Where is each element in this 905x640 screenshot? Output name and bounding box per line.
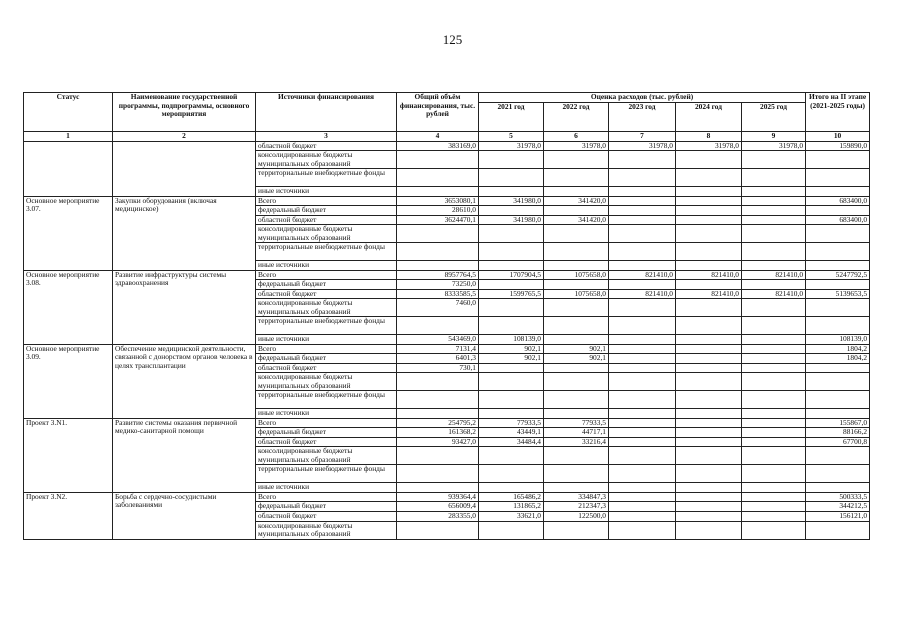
- value-cell-total: 383169,0: [397, 141, 479, 151]
- value-cell-y2024: 821410,0: [676, 270, 742, 280]
- value-cell-y2023: [609, 437, 676, 447]
- value-cell-total: 3624470,1: [397, 215, 479, 225]
- value-cell-y2023: [609, 299, 676, 317]
- value-cell-total: [397, 225, 479, 243]
- program-name-cell: Закупки оборудования (включая медицинское): [113, 196, 256, 270]
- value-cell-y2025: [742, 335, 806, 345]
- value-cell-y2024: [676, 196, 742, 206]
- value-cell-y2022: [544, 187, 609, 197]
- value-cell-itogo: [806, 261, 870, 271]
- value-cell-y2024: [676, 151, 742, 169]
- source-cell: консолидированные бюджеты муниципальных образований: [256, 151, 397, 169]
- header-year-2022: 2022 год: [544, 103, 609, 132]
- program-name-cell: Обеспечение медицинской деятельности, связанной с донорством органов человека в целях трансплантации: [113, 344, 256, 418]
- value-cell-y2024: [676, 169, 742, 187]
- value-cell-y2022: [544, 243, 609, 261]
- value-cell-total: [397, 261, 479, 271]
- column-number: 10: [806, 132, 870, 142]
- source-cell: территориальные внебюджетные фонды: [256, 317, 397, 335]
- value-cell-itogo: [806, 391, 870, 409]
- value-cell-y2025: [742, 428, 806, 438]
- table-row: [24, 492, 870, 502]
- value-cell-y2023: [609, 521, 676, 539]
- value-cell-y2021: 341980,0: [479, 215, 544, 225]
- value-cell-y2021: 33621,0: [479, 511, 544, 521]
- value-cell-y2024: [676, 215, 742, 225]
- value-cell-y2021: 902,1: [479, 344, 544, 354]
- value-cell-itogo: 155867,0: [806, 418, 870, 428]
- source-cell: областной бюджет: [256, 289, 397, 299]
- value-cell-y2021: [479, 243, 544, 261]
- value-cell-y2023: [609, 335, 676, 345]
- value-cell-y2024: [676, 502, 742, 512]
- program-name-cell: Развитие системы оказания первичной медико-санитарной помощи: [113, 418, 256, 492]
- value-cell-itogo: 344212,5: [806, 502, 870, 512]
- value-cell-y2024: [676, 465, 742, 483]
- value-cell-y2024: [676, 409, 742, 419]
- value-cell-itogo: [806, 483, 870, 493]
- value-cell-y2023: [609, 391, 676, 409]
- value-cell-total: 73250,0: [397, 280, 479, 290]
- value-cell-y2023: [609, 409, 676, 419]
- value-cell-y2023: 821410,0: [609, 289, 676, 299]
- value-cell-y2022: 44717,1: [544, 428, 609, 438]
- value-cell-itogo: [806, 409, 870, 419]
- value-cell-y2025: [742, 225, 806, 243]
- source-cell: консолидированные бюджеты муниципальных образований: [256, 373, 397, 391]
- value-cell-y2025: 821410,0: [742, 289, 806, 299]
- value-cell-y2021: [479, 465, 544, 483]
- value-cell-total: [397, 447, 479, 465]
- value-cell-y2023: [609, 373, 676, 391]
- status-cell: [24, 141, 113, 196]
- value-cell-total: [397, 317, 479, 335]
- value-cell-y2025: [742, 243, 806, 261]
- value-cell-y2021: [479, 483, 544, 493]
- value-cell-y2024: 31978,0: [676, 141, 742, 151]
- value-cell-y2025: [742, 299, 806, 317]
- value-cell-total: [397, 373, 479, 391]
- value-cell-total: [397, 483, 479, 493]
- source-cell: иные источники: [256, 409, 397, 419]
- value-cell-y2021: 77933,5: [479, 418, 544, 428]
- value-cell-y2023: [609, 187, 676, 197]
- value-cell-y2025: [742, 196, 806, 206]
- value-cell-total: [397, 187, 479, 197]
- value-cell-y2022: [544, 483, 609, 493]
- value-cell-y2024: [676, 317, 742, 335]
- source-cell: областной бюджет: [256, 215, 397, 225]
- value-cell-y2024: [676, 373, 742, 391]
- value-cell-y2023: [609, 261, 676, 271]
- table-row: [24, 270, 870, 280]
- value-cell-y2024: [676, 447, 742, 465]
- source-cell: федеральный бюджет: [256, 502, 397, 512]
- source-cell: федеральный бюджет: [256, 428, 397, 438]
- header-total-stage: Итого на II этапе (2021-2025 годы): [806, 93, 870, 132]
- value-cell-total: 656009,4: [397, 502, 479, 512]
- source-cell: территориальные внебюджетные фонды: [256, 391, 397, 409]
- source-cell: иные источники: [256, 335, 397, 345]
- value-cell-y2022: [544, 465, 609, 483]
- value-cell-y2022: [544, 409, 609, 419]
- value-cell-total: 28610,0: [397, 206, 479, 216]
- value-cell-y2022: [544, 373, 609, 391]
- value-cell-y2023: [609, 317, 676, 335]
- column-number: 2: [113, 132, 256, 142]
- value-cell-y2022: [544, 299, 609, 317]
- value-cell-y2022: [544, 447, 609, 465]
- column-number-row: [24, 132, 870, 142]
- source-cell: иные источники: [256, 261, 397, 271]
- value-cell-total: 3653080,1: [397, 196, 479, 206]
- value-cell-y2025: [742, 169, 806, 187]
- value-cell-itogo: [806, 363, 870, 373]
- value-cell-y2025: [742, 437, 806, 447]
- value-cell-y2023: [609, 243, 676, 261]
- value-cell-itogo: [806, 206, 870, 216]
- value-cell-total: 543469,0: [397, 335, 479, 345]
- header-year-2021: 2021 год: [479, 103, 544, 132]
- source-cell: территориальные внебюджетные фонды: [256, 243, 397, 261]
- value-cell-total: 161368,2: [397, 428, 479, 438]
- value-cell-y2025: [742, 492, 806, 502]
- column-number: 1: [24, 132, 113, 142]
- value-cell-y2024: [676, 344, 742, 354]
- value-cell-itogo: [806, 169, 870, 187]
- value-cell-itogo: [806, 187, 870, 197]
- value-cell-total: 7131,4: [397, 344, 479, 354]
- value-cell-y2025: [742, 151, 806, 169]
- value-cell-y2023: [609, 447, 676, 465]
- column-number: 5: [479, 132, 544, 142]
- value-cell-y2021: 1707904,5: [479, 270, 544, 280]
- value-cell-y2025: [742, 187, 806, 197]
- value-cell-itogo: 1804,2: [806, 354, 870, 364]
- program-name-cell: Развитие инфраструктуры системы здравоохранения: [113, 270, 256, 344]
- value-cell-y2021: 902,1: [479, 354, 544, 364]
- value-cell-y2023: [609, 492, 676, 502]
- value-cell-y2025: [742, 344, 806, 354]
- value-cell-y2022: [544, 391, 609, 409]
- value-cell-total: 7460,0: [397, 299, 479, 317]
- value-cell-y2021: 341980,0: [479, 196, 544, 206]
- value-cell-y2022: 77933,5: [544, 418, 609, 428]
- value-cell-y2022: [544, 206, 609, 216]
- header-estimate: Оценка расходов (тыс. рублей): [479, 93, 806, 103]
- header-program-name: Наименование государственной программы, подпрограммы, основного мероприятия: [113, 93, 256, 132]
- value-cell-y2025: [742, 317, 806, 335]
- value-cell-y2023: [609, 225, 676, 243]
- program-name-cell: [113, 141, 256, 196]
- value-cell-y2022: [544, 225, 609, 243]
- value-cell-y2021: 43449,1: [479, 428, 544, 438]
- value-cell-itogo: [806, 151, 870, 169]
- value-cell-y2021: [479, 447, 544, 465]
- value-cell-total: [397, 391, 479, 409]
- value-cell-itogo: 1804,2: [806, 344, 870, 354]
- source-cell: территориальные внебюджетные фонды: [256, 169, 397, 187]
- header-total-volume: Общий объём финансирования, тыс. рублей: [397, 93, 479, 132]
- value-cell-itogo: 88166,2: [806, 428, 870, 438]
- value-cell-y2021: [479, 169, 544, 187]
- value-cell-y2025: [742, 511, 806, 521]
- status-cell: Основное мероприятие 3.08.: [24, 270, 113, 344]
- source-cell: территориальные внебюджетные фонды: [256, 465, 397, 483]
- value-cell-y2025: [742, 409, 806, 419]
- value-cell-total: 254795,2: [397, 418, 479, 428]
- value-cell-y2021: 34484,4: [479, 437, 544, 447]
- value-cell-total: 939364,4: [397, 492, 479, 502]
- value-cell-y2021: [479, 187, 544, 197]
- value-cell-y2022: 1075658,0: [544, 289, 609, 299]
- value-cell-y2025: [742, 418, 806, 428]
- table-body: [24, 141, 870, 539]
- value-cell-y2024: [676, 280, 742, 290]
- value-cell-y2021: 108139,0: [479, 335, 544, 345]
- value-cell-y2021: [479, 206, 544, 216]
- value-cell-y2023: [609, 511, 676, 521]
- source-cell: консолидированные бюджеты муниципальных образований: [256, 299, 397, 317]
- value-cell-y2023: [609, 215, 676, 225]
- value-cell-y2023: 821410,0: [609, 270, 676, 280]
- value-cell-total: 730,1: [397, 363, 479, 373]
- value-cell-y2023: 31978,0: [609, 141, 676, 151]
- value-cell-total: [397, 243, 479, 261]
- value-cell-y2021: [479, 225, 544, 243]
- header-sources: Источники финансирования: [256, 93, 397, 132]
- value-cell-itogo: [806, 299, 870, 317]
- value-cell-y2025: [742, 280, 806, 290]
- financing-table: [23, 92, 870, 540]
- value-cell-total: [397, 151, 479, 169]
- header-status: Статус: [24, 93, 113, 132]
- source-cell: Всего: [256, 418, 397, 428]
- value-cell-y2021: [479, 521, 544, 539]
- value-cell-itogo: [806, 225, 870, 243]
- value-cell-y2021: [479, 317, 544, 335]
- column-number: 6: [544, 132, 609, 142]
- value-cell-y2024: [676, 521, 742, 539]
- value-cell-itogo: [806, 447, 870, 465]
- column-number: 3: [256, 132, 397, 142]
- value-cell-y2025: [742, 465, 806, 483]
- value-cell-itogo: 5247792,5: [806, 270, 870, 280]
- value-cell-y2024: [676, 492, 742, 502]
- value-cell-total: [397, 521, 479, 539]
- table-row: [24, 418, 870, 428]
- value-cell-y2024: [676, 511, 742, 521]
- value-cell-itogo: 156121,0: [806, 511, 870, 521]
- value-cell-y2023: [609, 363, 676, 373]
- value-cell-y2023: [609, 196, 676, 206]
- value-cell-y2022: [544, 317, 609, 335]
- table-row: [24, 141, 870, 151]
- column-number: 4: [397, 132, 479, 142]
- value-cell-y2022: 212347,3: [544, 502, 609, 512]
- header-year-2025: 2025 год: [742, 103, 806, 132]
- value-cell-itogo: 159890,0: [806, 141, 870, 151]
- value-cell-y2023: [609, 502, 676, 512]
- value-cell-total: 283355,0: [397, 511, 479, 521]
- value-cell-y2024: [676, 225, 742, 243]
- value-cell-y2022: [544, 261, 609, 271]
- source-cell: федеральный бюджет: [256, 206, 397, 216]
- value-cell-y2023: [609, 465, 676, 483]
- value-cell-y2025: [742, 261, 806, 271]
- value-cell-y2025: [742, 206, 806, 216]
- value-cell-y2022: 33216,4: [544, 437, 609, 447]
- source-cell: консолидированные бюджеты муниципальных образований: [256, 447, 397, 465]
- value-cell-y2022: 122500,0: [544, 511, 609, 521]
- value-cell-y2022: [544, 169, 609, 187]
- value-cell-y2023: [609, 280, 676, 290]
- value-cell-itogo: 683400,0: [806, 215, 870, 225]
- header-year-2023: 2023 год: [609, 103, 676, 132]
- value-cell-y2025: [742, 363, 806, 373]
- status-cell: Основное мероприятие 3.09.: [24, 344, 113, 418]
- value-cell-itogo: 67700,8: [806, 437, 870, 447]
- value-cell-y2022: 341420,0: [544, 215, 609, 225]
- value-cell-y2025: [742, 521, 806, 539]
- source-cell: федеральный бюджет: [256, 354, 397, 364]
- value-cell-itogo: [806, 465, 870, 483]
- value-cell-y2024: [676, 261, 742, 271]
- value-cell-y2022: 1075658,0: [544, 270, 609, 280]
- value-cell-y2022: [544, 363, 609, 373]
- value-cell-y2022: 341420,0: [544, 196, 609, 206]
- value-cell-y2021: [479, 363, 544, 373]
- column-number: 7: [609, 132, 676, 142]
- value-cell-y2021: [479, 280, 544, 290]
- column-number: 8: [676, 132, 742, 142]
- source-cell: консолидированные бюджеты муниципальных образований: [256, 225, 397, 243]
- value-cell-y2021: 165486,2: [479, 492, 544, 502]
- status-cell: Проект 3.N1.: [24, 418, 113, 492]
- page-number: 125: [442, 32, 463, 47]
- value-cell-y2025: [742, 215, 806, 225]
- value-cell-y2025: 821410,0: [742, 270, 806, 280]
- value-cell-y2023: [609, 206, 676, 216]
- source-cell: Всего: [256, 344, 397, 354]
- value-cell-y2023: [609, 428, 676, 438]
- value-cell-y2025: [742, 447, 806, 465]
- value-cell-y2021: 31978,0: [479, 141, 544, 151]
- value-cell-total: [397, 465, 479, 483]
- value-cell-y2022: 902,1: [544, 344, 609, 354]
- value-cell-itogo: 108139,0: [806, 335, 870, 345]
- value-cell-itogo: [806, 243, 870, 261]
- value-cell-total: 93427,0: [397, 437, 479, 447]
- value-cell-itogo: [806, 280, 870, 290]
- value-cell-y2021: [479, 151, 544, 169]
- value-cell-y2024: [676, 335, 742, 345]
- value-cell-itogo: 500333,5: [806, 492, 870, 502]
- value-cell-y2023: [609, 418, 676, 428]
- table-row: [24, 344, 870, 354]
- value-cell-y2024: 821410,0: [676, 289, 742, 299]
- source-cell: Всего: [256, 270, 397, 280]
- value-cell-y2021: [479, 261, 544, 271]
- value-cell-y2022: 334847,3: [544, 492, 609, 502]
- value-cell-y2024: [676, 354, 742, 364]
- value-cell-y2023: [609, 151, 676, 169]
- source-cell: областной бюджет: [256, 363, 397, 373]
- column-number: 9: [742, 132, 806, 142]
- value-cell-y2023: [609, 344, 676, 354]
- value-cell-y2022: [544, 335, 609, 345]
- value-cell-itogo: [806, 521, 870, 539]
- value-cell-y2023: [609, 354, 676, 364]
- value-cell-y2022: [544, 521, 609, 539]
- source-cell: консолидированные бюджеты муниципальных образований: [256, 521, 397, 539]
- value-cell-y2021: [479, 299, 544, 317]
- value-cell-y2022: 31978,0: [544, 141, 609, 151]
- table-row: [24, 196, 870, 206]
- value-cell-y2021: 131865,2: [479, 502, 544, 512]
- value-cell-y2025: [742, 391, 806, 409]
- value-cell-y2024: [676, 428, 742, 438]
- value-cell-y2022: [544, 151, 609, 169]
- value-cell-itogo: 5139653,5: [806, 289, 870, 299]
- status-cell: Основное мероприятие 3.07.: [24, 196, 113, 270]
- value-cell-itogo: 683400,0: [806, 196, 870, 206]
- value-cell-y2024: [676, 391, 742, 409]
- value-cell-y2022: 902,1: [544, 354, 609, 364]
- value-cell-y2021: [479, 391, 544, 409]
- value-cell-itogo: [806, 373, 870, 391]
- value-cell-y2021: [479, 373, 544, 391]
- value-cell-y2024: [676, 418, 742, 428]
- value-cell-y2024: [676, 299, 742, 317]
- value-cell-y2024: [676, 483, 742, 493]
- value-cell-y2024: [676, 437, 742, 447]
- value-cell-total: [397, 409, 479, 419]
- header-year-2024: 2024 год: [676, 103, 742, 132]
- value-cell-y2021: [479, 409, 544, 419]
- value-cell-y2025: 31978,0: [742, 141, 806, 151]
- source-cell: областной бюджет: [256, 511, 397, 521]
- source-cell: Всего: [256, 196, 397, 206]
- value-cell-y2023: [609, 169, 676, 187]
- value-cell-itogo: [806, 317, 870, 335]
- source-cell: областной бюджет: [256, 437, 397, 447]
- program-name-cell: Борьба с сердечно-сосудистыми заболеваниями: [113, 492, 256, 539]
- source-cell: иные источники: [256, 483, 397, 493]
- value-cell-y2024: [676, 187, 742, 197]
- value-cell-y2024: [676, 243, 742, 261]
- value-cell-total: 8957764,5: [397, 270, 479, 280]
- value-cell-y2024: [676, 363, 742, 373]
- value-cell-y2025: [742, 354, 806, 364]
- value-cell-y2022: [544, 280, 609, 290]
- value-cell-y2024: [676, 206, 742, 216]
- source-cell: областной бюджет: [256, 141, 397, 151]
- source-cell: Всего: [256, 492, 397, 502]
- source-cell: федеральный бюджет: [256, 280, 397, 290]
- value-cell-y2025: [742, 502, 806, 512]
- status-cell: Проект 3.N2.: [24, 492, 113, 539]
- value-cell-y2023: [609, 483, 676, 493]
- value-cell-y2025: [742, 483, 806, 493]
- value-cell-total: 6401,3: [397, 354, 479, 364]
- value-cell-total: [397, 169, 479, 187]
- value-cell-total: 8333585,5: [397, 289, 479, 299]
- source-cell: иные источники: [256, 187, 397, 197]
- value-cell-y2021: 1599765,5: [479, 289, 544, 299]
- value-cell-y2025: [742, 373, 806, 391]
